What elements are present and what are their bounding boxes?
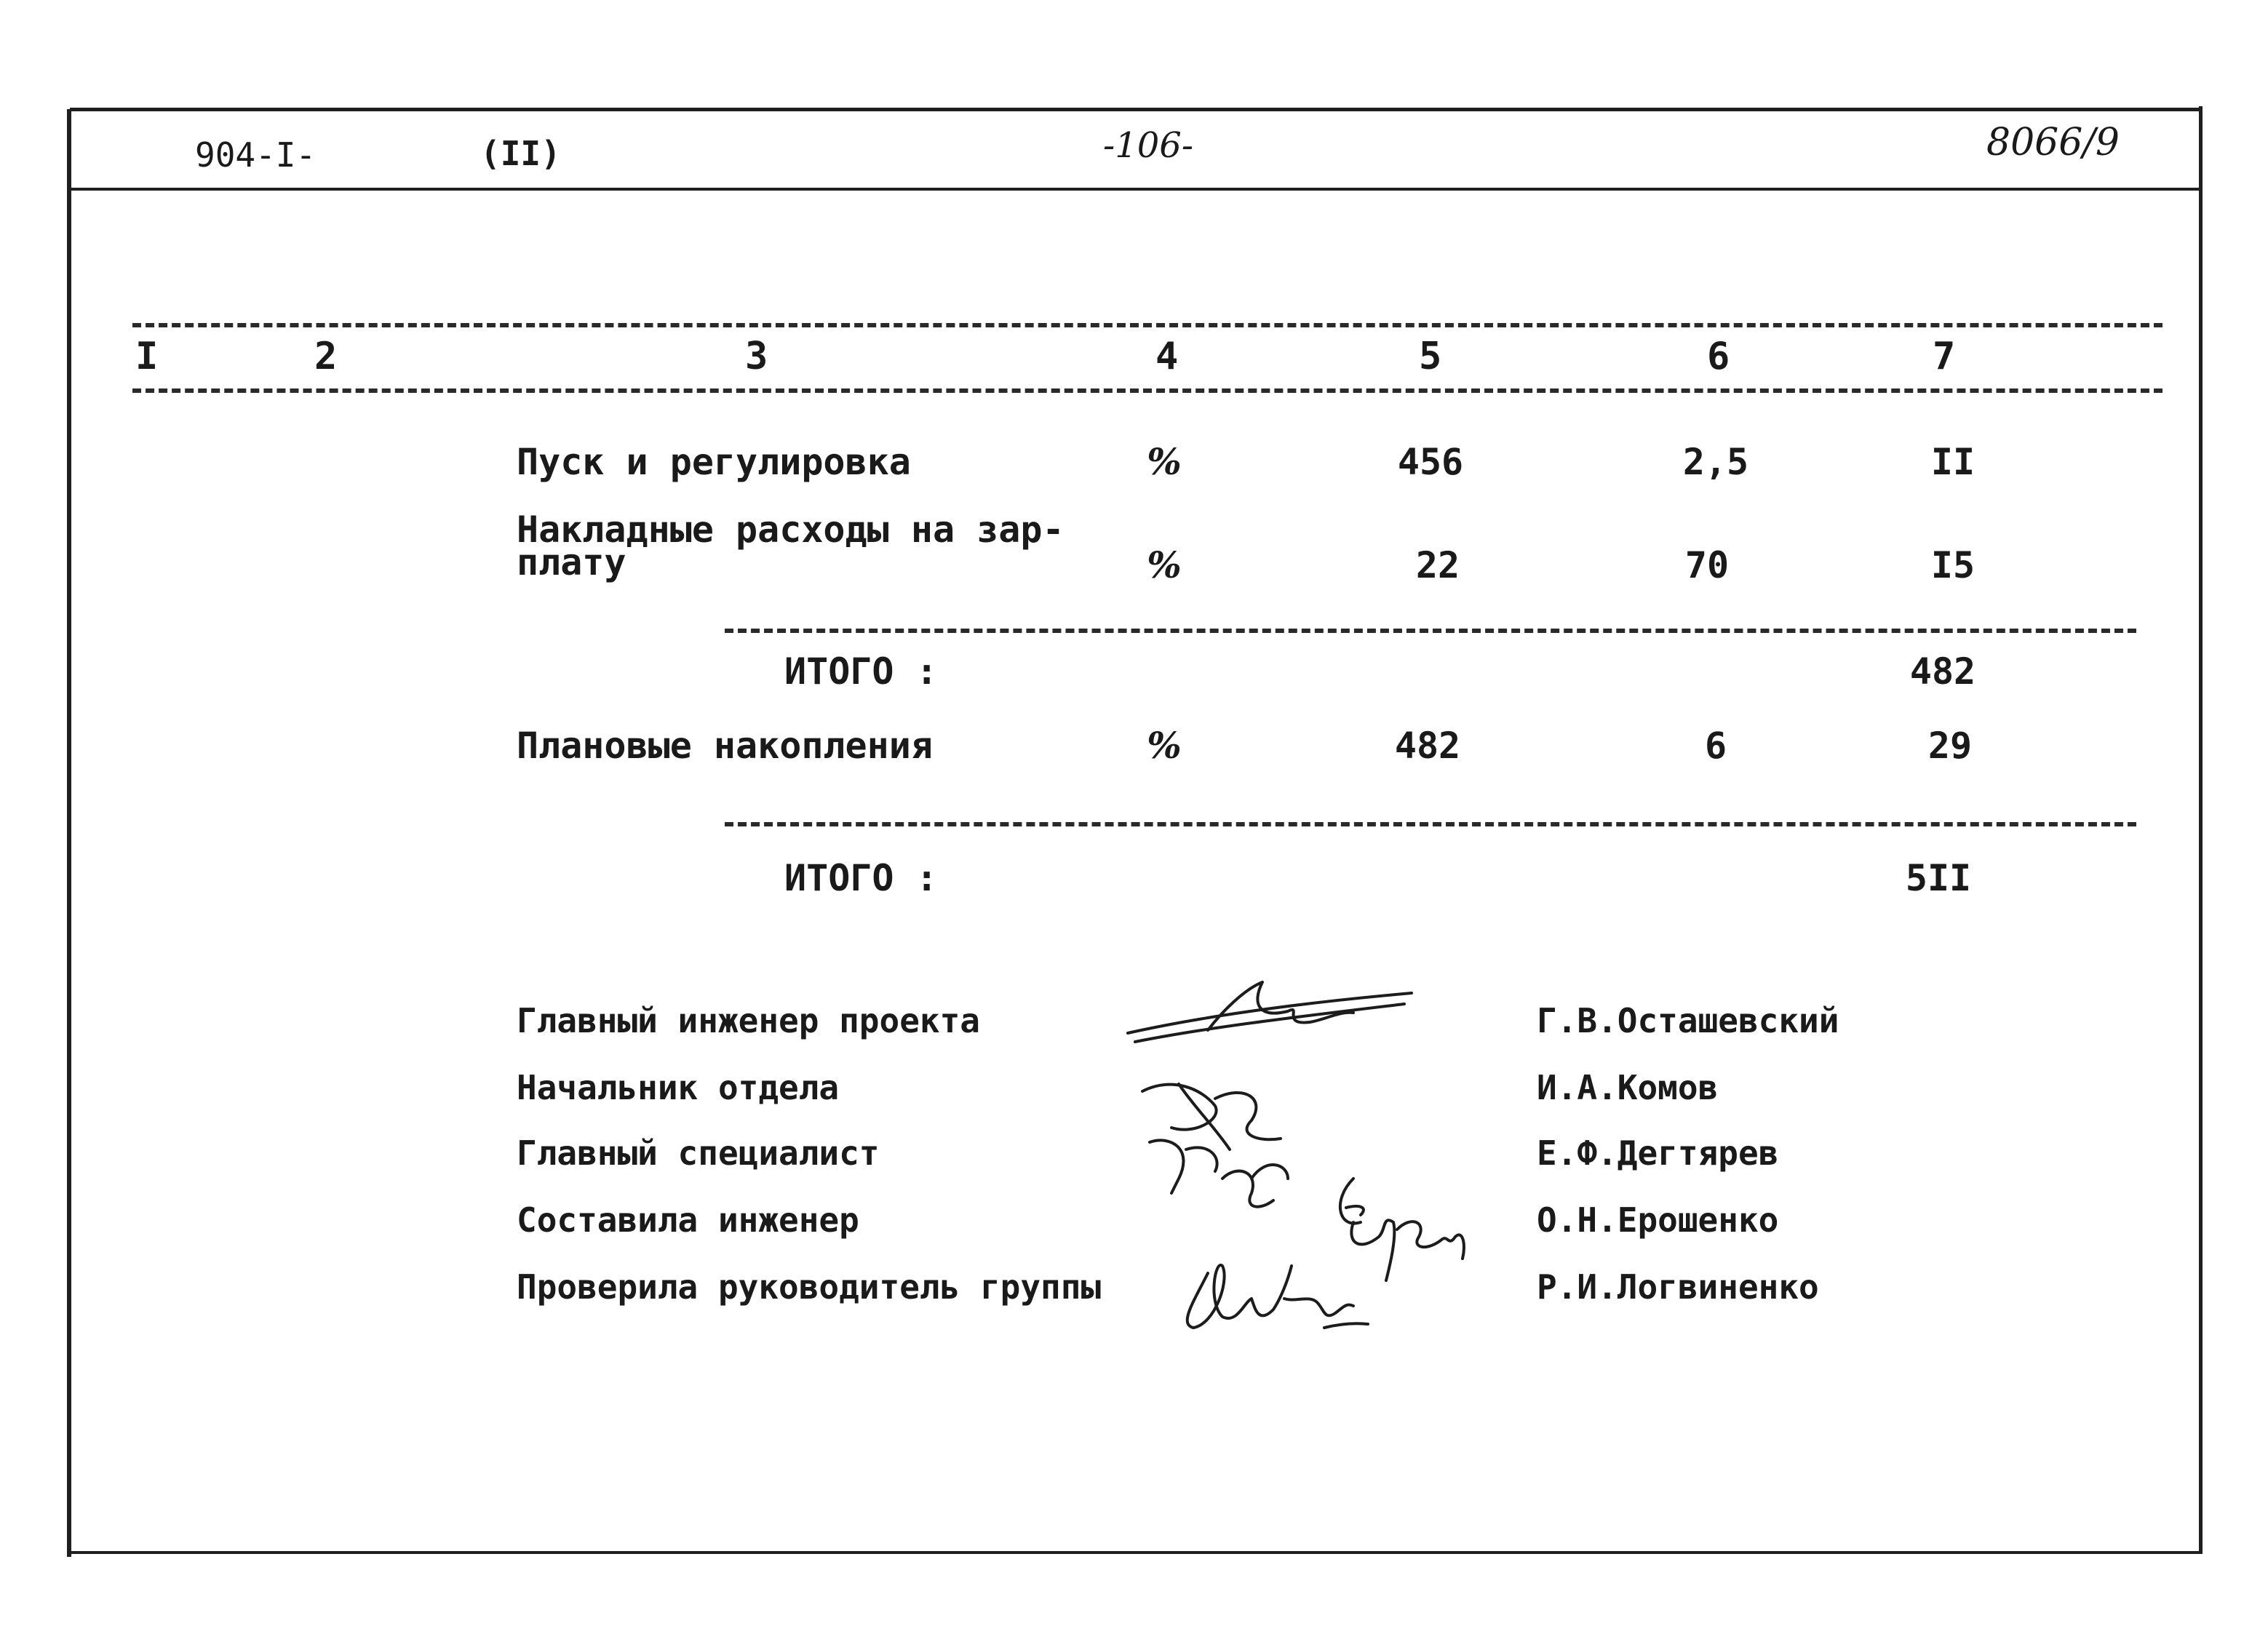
row-name: Плановые накопления bbox=[517, 725, 933, 767]
signature-title: Главный специалист bbox=[517, 1133, 880, 1173]
signature-title: Составила инженер bbox=[517, 1200, 859, 1240]
row-rate: 6 bbox=[1704, 725, 1727, 767]
signature-4-stroke bbox=[1187, 1265, 1368, 1328]
document-part: (II) bbox=[480, 134, 561, 173]
subtotal-sum: 482 bbox=[1909, 650, 1976, 693]
signature-2-stroke bbox=[1142, 1084, 1288, 1207]
table-header-bottom-rule bbox=[132, 388, 2162, 393]
column-number-7: 7 bbox=[1933, 335, 1956, 378]
column-number-4: 4 bbox=[1155, 335, 1179, 378]
row-rate: 70 bbox=[1684, 544, 1730, 586]
document-series: 904-I- bbox=[195, 135, 317, 175]
signatory-name: Р.И.Логвиненко bbox=[1537, 1267, 1819, 1307]
frame-top-line bbox=[70, 108, 2202, 111]
row-sum: 29 bbox=[1927, 725, 1973, 767]
column-number-3: 3 bbox=[745, 335, 768, 378]
frame-left-line bbox=[67, 109, 71, 1557]
row-sum: I5 bbox=[1930, 544, 1975, 586]
frame-bottom-line bbox=[70, 1551, 2202, 1554]
signatory-name: И.А.Комов bbox=[1537, 1068, 1719, 1107]
total-rule bbox=[725, 822, 2136, 826]
row-unit: % bbox=[1147, 724, 1182, 767]
signature-title: Главный инженер проекта bbox=[517, 1001, 980, 1040]
frame-right-line bbox=[2199, 106, 2203, 1554]
table-header-top-rule bbox=[132, 323, 2162, 327]
row-rate: 2,5 bbox=[1682, 441, 1749, 483]
subtotal-label: ИТОГО : bbox=[784, 650, 938, 693]
sheet-code: 8066/9 bbox=[1986, 121, 2120, 164]
signature-title: Проверила руководитель группы bbox=[517, 1267, 1102, 1307]
signature-1-stroke bbox=[1128, 982, 1412, 1042]
signatory-name: О.Н.Ерошенко bbox=[1537, 1200, 1779, 1240]
column-number-6: 6 bbox=[1707, 335, 1730, 378]
row-base: 482 bbox=[1394, 725, 1461, 767]
row-name: Накладные расходы на зар- плату bbox=[517, 509, 1065, 583]
total-sum: 5II bbox=[1905, 857, 1972, 899]
handwritten-signatures bbox=[1106, 960, 1513, 1339]
signatory-name: Г.В.Осташевский bbox=[1537, 1001, 1839, 1040]
signatory-name: Е.Ф.Дегтярев bbox=[1537, 1133, 1779, 1173]
column-number-1: I bbox=[135, 335, 159, 378]
row-base: 22 bbox=[1415, 544, 1460, 586]
page-number: -106- bbox=[1103, 125, 1194, 166]
subtotal-rule bbox=[725, 629, 2136, 633]
column-number-5: 5 bbox=[1419, 335, 1442, 378]
row-unit: % bbox=[1147, 543, 1182, 586]
signature-title: Начальник отдела bbox=[517, 1068, 840, 1107]
row-name: Пуск и регулировка bbox=[517, 441, 911, 483]
frame-header-separator bbox=[70, 188, 2202, 191]
row-base: 456 bbox=[1397, 441, 1464, 483]
row-unit: % bbox=[1147, 440, 1182, 483]
row-sum: II bbox=[1930, 441, 1975, 483]
signature-3-stroke bbox=[1340, 1179, 1464, 1280]
total-label: ИТОГО : bbox=[784, 857, 938, 899]
column-number-2: 2 bbox=[314, 335, 338, 378]
